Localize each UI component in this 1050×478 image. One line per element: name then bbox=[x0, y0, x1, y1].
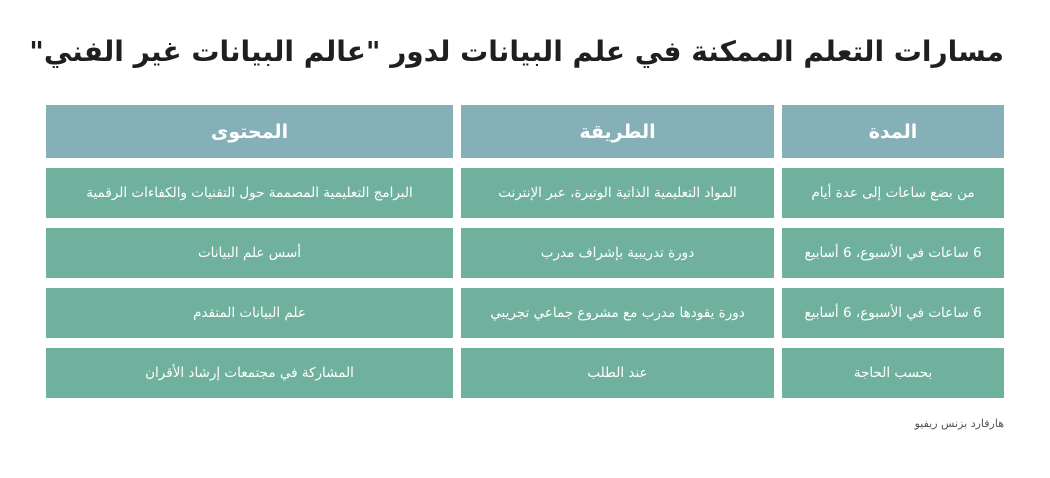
table-cell-method: عند الطلب bbox=[461, 348, 774, 398]
header-duration: المدة bbox=[782, 105, 1004, 158]
table-cell-method: المواد التعليمية الذاتية الوتيرة، عبر الإنترنت bbox=[461, 168, 774, 218]
table-cell-content: المشاركة في مجتمعات إرشاد الأقران bbox=[46, 348, 453, 398]
table-cell-duration: بحسب الحاجة bbox=[782, 348, 1004, 398]
learning-paths-table bbox=[46, 105, 1004, 398]
table-cell-content: البرامج التعليمية المصممة حول التقنيات والكفاءات الرقمية bbox=[46, 168, 453, 218]
page-title: مسارات التعلم الممكنة في علم البيانات لدور "عالم البيانات غير الفني" bbox=[29, 35, 1004, 68]
table-cell-method: دورة يقودها مدرب مع مشروع جماعي تجريبي bbox=[461, 288, 774, 338]
header-content: المحتوى bbox=[46, 105, 453, 158]
table-cell-content: أسس علم البيانات bbox=[46, 228, 453, 278]
table-cell-duration: 6 ساعات في الأسبوع، 6 أسابيع bbox=[782, 288, 1004, 338]
table-cell-duration: من بضع ساعات إلى عدة أيام bbox=[782, 168, 1004, 218]
table-cell-duration: 6 ساعات في الأسبوع، 6 أسابيع bbox=[782, 228, 1004, 278]
source-credit: هارفارد بزنس ريفيو bbox=[914, 417, 1004, 430]
table-cell-method: دورة تدريبية بإشراف مدرب bbox=[461, 228, 774, 278]
table-cell-content: علم البيانات المتقدم bbox=[46, 288, 453, 338]
header-method: الطريقة bbox=[461, 105, 774, 158]
